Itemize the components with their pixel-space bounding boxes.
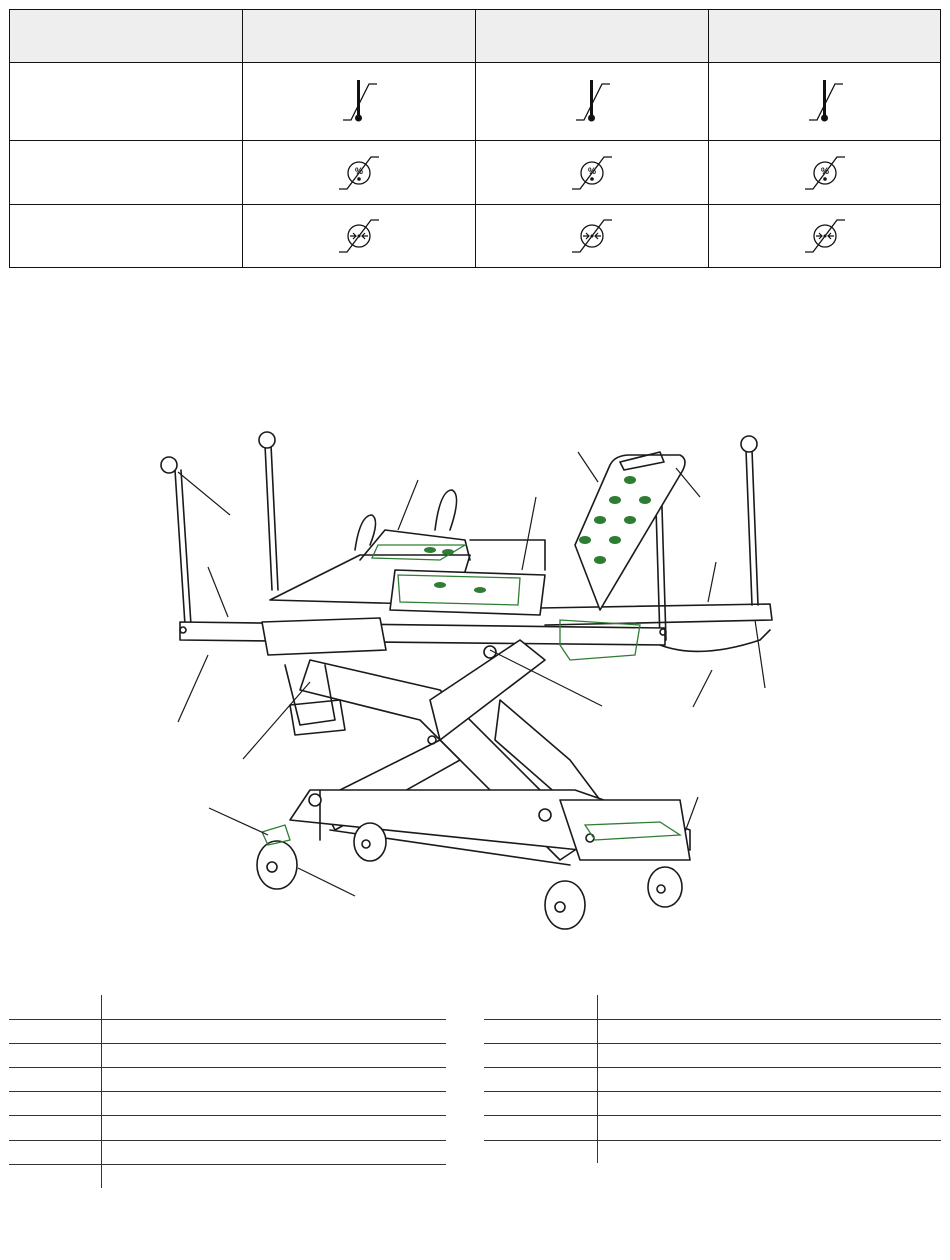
temperature-limit-icon xyxy=(476,63,708,140)
legend-row-line xyxy=(484,1043,941,1044)
atmospheric-pressure-limit-icon xyxy=(476,205,708,267)
legend-row-line xyxy=(484,1067,941,1068)
temperature-limit-icon xyxy=(243,63,475,140)
legend-row-line xyxy=(9,1067,446,1068)
svg-text:%: % xyxy=(588,165,597,176)
legend-row-line xyxy=(9,1164,446,1165)
legend-table-right xyxy=(484,995,941,1163)
legend-row-line xyxy=(9,1091,446,1092)
legend-row-line xyxy=(9,1043,446,1044)
svg-text:%: % xyxy=(355,165,364,176)
legend-row-line xyxy=(484,1019,941,1020)
humidity-limit-icon xyxy=(709,141,940,204)
legend-row-line xyxy=(9,1115,446,1116)
header-cell-column-2 xyxy=(476,10,708,63)
header-cell-column-3 xyxy=(709,10,940,63)
legend-table-left xyxy=(9,995,446,1188)
legend-row-line xyxy=(484,1140,941,1141)
legend-row-line xyxy=(484,1091,941,1092)
legend-row-line xyxy=(484,1115,941,1116)
stretcher-illustration xyxy=(150,425,800,935)
atmospheric-pressure-limit-icon xyxy=(243,205,475,267)
header-cell-column-1 xyxy=(243,10,475,63)
row-label-temperature xyxy=(10,63,242,140)
humidity-limit-icon xyxy=(243,141,475,204)
row-label-humidity xyxy=(10,141,242,204)
legend-row-line xyxy=(9,1140,446,1141)
svg-text:%: % xyxy=(820,165,829,176)
temperature-limit-icon xyxy=(709,63,940,140)
stretcher-drawing xyxy=(150,425,800,935)
header-cell-condition xyxy=(10,10,242,63)
atmospheric-pressure-limit-icon xyxy=(709,205,940,267)
humidity-limit-icon xyxy=(476,141,708,204)
row-label-pressure xyxy=(10,205,242,267)
legend-row-line xyxy=(9,1019,446,1020)
environmental-conditions-table xyxy=(9,9,941,268)
legend-column-divider xyxy=(597,995,598,1163)
